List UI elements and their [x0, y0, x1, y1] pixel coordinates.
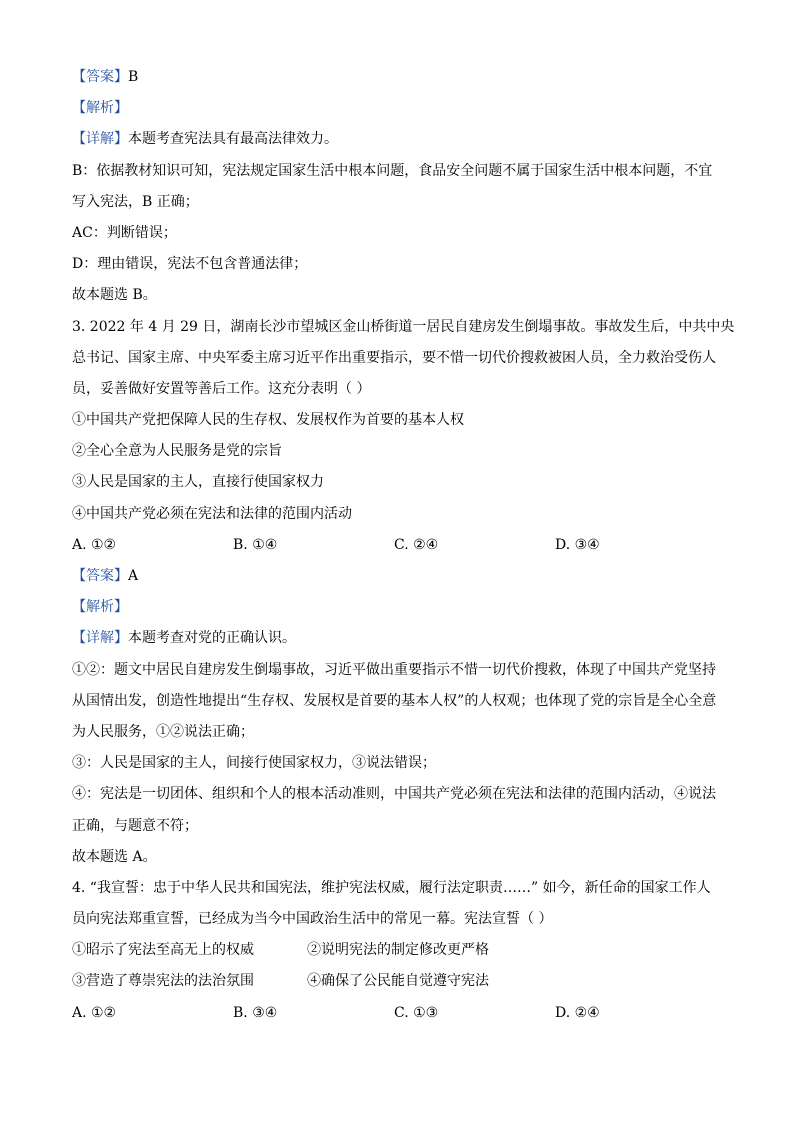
statement-line: ①中国共产党把保障人民的生存权、发展权作为首要的基本人权: [72, 412, 464, 429]
statement-2: ②说明宪法的制定修改更严格: [307, 942, 489, 959]
statement-4: ④确保了公民能自觉遵守宪法: [307, 973, 489, 990]
option-b: B. ①④: [233, 536, 278, 553]
explanation-line: 写入宪法，B 正确；: [72, 193, 199, 210]
statement-line: ④中国共产党必须在宪法和法律的范围内活动: [72, 505, 352, 522]
option-c: C. ②④: [394, 536, 439, 553]
statement-line: ③人民是国家的主人，直接行使国家权力: [72, 474, 324, 491]
option-c: C. ①③: [394, 1004, 439, 1021]
analysis-line: [72, 93, 724, 124]
explanation-line: B：依据教材知识可知，宪法规定国家生活中根本问题，食品安全问题不属于国家生活中根本问题，不宜: [72, 162, 713, 179]
question-stem-line: 3. 2022 年 4 月 29 日，湖南长沙市望城区金山桥街道一居民自建房发生倒塌事故。事故发生后，中共中央: [72, 318, 735, 335]
answer-value: A: [128, 568, 139, 584]
explanation-line: 从国情出发，创造性地提出“生存权、发展权是首要的基本人权”的人权观；也体现了党的宗旨是全心全意: [72, 692, 717, 709]
answer-tag: 【答案】: [72, 69, 128, 85]
answer-line: [72, 561, 724, 592]
analysis-line: [72, 592, 724, 623]
explanation-line: 为人民服务，①②说法正确；: [72, 723, 254, 740]
options-row: [72, 998, 724, 1029]
statement-row: [72, 966, 724, 997]
option-d: D. ③④: [555, 536, 600, 553]
option-a: A. ①②: [72, 536, 117, 553]
question-stem-line: 员，妥善做好安置等善后工作。这充分表明（ ）: [72, 380, 371, 397]
explanation-line: ③：人民是国家的主人，间接行使国家权力，③说法错误；: [72, 755, 436, 772]
detail-tag: 【详解】: [72, 630, 128, 647]
explanation-line: ④：宪法是一切团体、组织和个人的根本活动准则，中国共产党必须在宪法和法律的范围内活动，④说法: [72, 786, 716, 803]
detail-text: 本题考查宪法具有最高法律效力。: [128, 131, 338, 148]
question-stem-line: 4. “我宣誓：忠于中华人民共和国宪法，维护宪法权威，履行法定职责……” 如今，新任命的国家工作人: [72, 879, 711, 896]
answer-line: [72, 62, 724, 93]
answer-value: B: [128, 69, 139, 85]
analysis-tag: 【解析】: [72, 100, 128, 117]
option-a: A. ①②: [72, 1004, 117, 1021]
option-d: D. ②④: [555, 1004, 600, 1021]
explanation-line: D：理由错误，宪法不包含普通法律；: [72, 256, 308, 273]
statement-3: ③营造了尊崇宪法的法治氛围: [72, 973, 254, 990]
options-row: [72, 530, 724, 561]
option-b: B. ③④: [233, 1004, 278, 1021]
detail-line: [72, 623, 724, 654]
detail-text: 本题考查对党的正确认识。: [128, 630, 296, 647]
explanation-line: ①②：题文中居民自建房发生倒塌事故，习近平做出重要指示不惜一切代价搜救，体现了中国共产党坚持: [72, 661, 716, 678]
question-stem-line: 总书记、国家主席、中央军委主席习近平作出重要指示，要不惜一切代价搜救被困人员，全力救治受伤人: [72, 349, 716, 366]
explanation-line: AC：判断错误；: [72, 224, 177, 241]
conclusion-line: 故本题选 B。: [72, 287, 157, 304]
conclusion-line: 故本题选 A。: [72, 848, 157, 865]
analysis-tag: 【解析】: [72, 599, 128, 616]
statement-row: [72, 935, 724, 966]
statement-line: ②全心全意为人民服务是党的宗旨: [72, 443, 282, 460]
detail-line: [72, 124, 724, 155]
answer-tag: 【答案】: [72, 568, 128, 584]
explanation-line: 正确，与题意不符；: [72, 817, 198, 834]
detail-tag: 【详解】: [72, 131, 128, 148]
document-page: [72, 62, 735, 1029]
statement-1: ①昭示了宪法至高无上的权威: [72, 942, 254, 959]
question-stem-line: 员向宪法郑重宣誓，已经成为当今中国政治生活中的常见一幕。宪法宣誓（ ）: [72, 911, 553, 928]
